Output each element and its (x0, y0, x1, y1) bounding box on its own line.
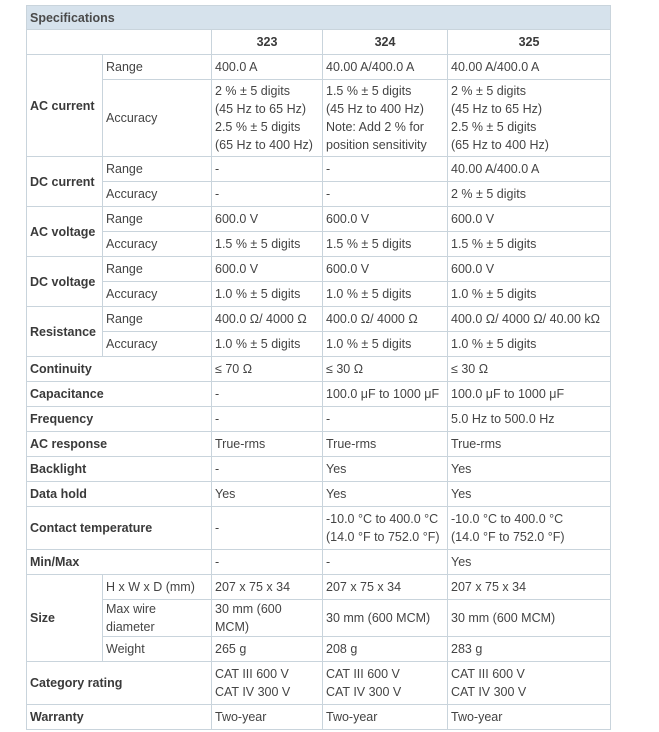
cell-323: 1.0 % ± 5 digits (212, 282, 323, 307)
cell-325: 30 mm (600 MCM) (448, 600, 611, 637)
cell-325: 2 % ± 5 digits (45 Hz to 65 Hz) 2.5 % ± 5 digits (65 Hz to 400 Hz) (448, 80, 611, 157)
table-caption: Specifications (27, 6, 611, 30)
cell-325: 283 g (448, 637, 611, 662)
table-row (27, 507, 611, 550)
cell-325: 40.00 A/400.0 A (448, 157, 611, 182)
cell-324: 1.0 % ± 5 digits (323, 332, 448, 357)
cell-323: - (212, 457, 323, 482)
column-header-324: 324 (323, 30, 448, 55)
cell-325: 2 % ± 5 digits (448, 182, 611, 207)
cell-324: - (323, 550, 448, 575)
row-group-label: Warranty (27, 705, 212, 730)
row-sub-label: H x W x D (mm) (103, 575, 212, 600)
row-sub-label: Accuracy (103, 282, 212, 307)
cell-323: 2 % ± 5 digits (45 Hz to 65 Hz) 2.5 % ± 5 digits (65 Hz to 400 Hz) (212, 80, 323, 157)
cell-324: Yes (323, 457, 448, 482)
cell-324: 600.0 V (323, 257, 448, 282)
cell-323: 600.0 V (212, 257, 323, 282)
table-row (27, 382, 611, 407)
table-row (27, 157, 611, 182)
cell-325: Two-year (448, 705, 611, 730)
row-group-label: DC voltage (27, 257, 103, 307)
cell-325: 40.00 A/400.0 A (448, 55, 611, 80)
table-row (27, 457, 611, 482)
cell-325: 5.0 Hz to 500.0 Hz (448, 407, 611, 432)
table-row (27, 705, 611, 730)
cell-323: 400.0 Ω/ 4000 Ω (212, 307, 323, 332)
row-group-label: AC current (27, 55, 103, 157)
cell-324: 30 mm (600 MCM) (323, 600, 448, 637)
cell-325: CAT III 600 V CAT IV 300 V (448, 662, 611, 705)
header-spacer (27, 30, 212, 55)
cell-323: CAT III 600 V CAT IV 300 V (212, 662, 323, 705)
cell-323: Two-year (212, 705, 323, 730)
cell-324: 1.5 % ± 5 digits (45 Hz to 400 Hz) Note: Add 2 % for position sensitivity (323, 80, 448, 157)
row-group-label: Capacitance (27, 382, 212, 407)
table-row (27, 662, 611, 705)
cell-325: 207 x 75 x 34 (448, 575, 611, 600)
cell-324: 208 g (323, 637, 448, 662)
cell-324: Yes (323, 482, 448, 507)
cell-325: 400.0 Ω/ 4000 Ω/ 40.00 kΩ (448, 307, 611, 332)
row-group-label: Category rating (27, 662, 212, 705)
cell-324: CAT III 600 V CAT IV 300 V (323, 662, 448, 705)
cell-323: 1.0 % ± 5 digits (212, 332, 323, 357)
cell-324: 600.0 V (323, 207, 448, 232)
row-group-label: Contact temperature (27, 507, 212, 550)
cell-325: Yes (448, 482, 611, 507)
cell-324: 100.0 μF to 1000 μF (323, 382, 448, 407)
table-row (27, 207, 611, 232)
cell-325: 1.5 % ± 5 digits (448, 232, 611, 257)
cell-324: Two-year (323, 705, 448, 730)
cell-325: Yes (448, 550, 611, 575)
row-group-label: Size (27, 575, 103, 662)
table-row (27, 482, 611, 507)
table-row (27, 600, 611, 637)
caption-row (27, 6, 611, 30)
cell-325: Yes (448, 457, 611, 482)
table-row (27, 307, 611, 332)
table-row (27, 55, 611, 80)
row-sub-label: Range (103, 157, 212, 182)
table-row (27, 282, 611, 307)
cell-325: 600.0 V (448, 257, 611, 282)
row-sub-label: Accuracy (103, 232, 212, 257)
column-header-323: 323 (212, 30, 323, 55)
cell-323: ≤ 70 Ω (212, 357, 323, 382)
cell-325: 1.0 % ± 5 digits (448, 282, 611, 307)
cell-323: 600.0 V (212, 207, 323, 232)
table-row (27, 232, 611, 257)
cell-325: True-rms (448, 432, 611, 457)
cell-325: 600.0 V (448, 207, 611, 232)
table-row (27, 575, 611, 600)
row-sub-label: Accuracy (103, 80, 212, 157)
column-header-325: 325 (448, 30, 611, 55)
cell-323: - (212, 182, 323, 207)
cell-324: 40.00 A/400.0 A (323, 55, 448, 80)
table-row (27, 182, 611, 207)
table-row (27, 432, 611, 457)
row-sub-label: Range (103, 307, 212, 332)
specifications-table (26, 5, 611, 730)
row-group-label: DC current (27, 157, 103, 207)
cell-324: ≤ 30 Ω (323, 357, 448, 382)
cell-325: 1.0 % ± 5 digits (448, 332, 611, 357)
cell-323: - (212, 157, 323, 182)
row-group-label: Min/Max (27, 550, 212, 575)
row-sub-label: Range (103, 55, 212, 80)
cell-324: True-rms (323, 432, 448, 457)
cell-323: 30 mm (600 MCM) (212, 600, 323, 637)
cell-323: 265 g (212, 637, 323, 662)
cell-323: Yes (212, 482, 323, 507)
cell-325: 100.0 μF to 1000 μF (448, 382, 611, 407)
table-row (27, 80, 611, 157)
cell-324: - (323, 407, 448, 432)
cell-323: - (212, 507, 323, 550)
row-group-label: Continuity (27, 357, 212, 382)
cell-324: -10.0 °C to 400.0 °C (14.0 °F to 752.0 °F) (323, 507, 448, 550)
cell-325: -10.0 °C to 400.0 °C (14.0 °F to 752.0 °F) (448, 507, 611, 550)
cell-323: 207 x 75 x 34 (212, 575, 323, 600)
row-sub-label: Accuracy (103, 182, 212, 207)
table-row (27, 407, 611, 432)
row-group-label: Backlight (27, 457, 212, 482)
row-sub-label: Range (103, 207, 212, 232)
cell-324: 400.0 Ω/ 4000 Ω (323, 307, 448, 332)
table-row (27, 257, 611, 282)
row-sub-label: Accuracy (103, 332, 212, 357)
cell-323: 1.5 % ± 5 digits (212, 232, 323, 257)
cell-323: - (212, 550, 323, 575)
header-row (27, 30, 611, 55)
row-group-label: Frequency (27, 407, 212, 432)
cell-324: - (323, 182, 448, 207)
table-row (27, 357, 611, 382)
cell-324: 207 x 75 x 34 (323, 575, 448, 600)
cell-324: 1.5 % ± 5 digits (323, 232, 448, 257)
row-group-label: AC response (27, 432, 212, 457)
row-group-label: Resistance (27, 307, 103, 357)
row-group-label: AC voltage (27, 207, 103, 257)
cell-323: - (212, 407, 323, 432)
row-group-label: Data hold (27, 482, 212, 507)
row-sub-label: Max wire diameter (103, 600, 212, 637)
row-sub-label: Weight (103, 637, 212, 662)
row-sub-label: Range (103, 257, 212, 282)
cell-323: - (212, 382, 323, 407)
cell-325: ≤ 30 Ω (448, 357, 611, 382)
cell-323: 400.0 A (212, 55, 323, 80)
table-row (27, 637, 611, 662)
table-row (27, 332, 611, 357)
cell-324: 1.0 % ± 5 digits (323, 282, 448, 307)
cell-324: - (323, 157, 448, 182)
cell-323: True-rms (212, 432, 323, 457)
table-row (27, 550, 611, 575)
